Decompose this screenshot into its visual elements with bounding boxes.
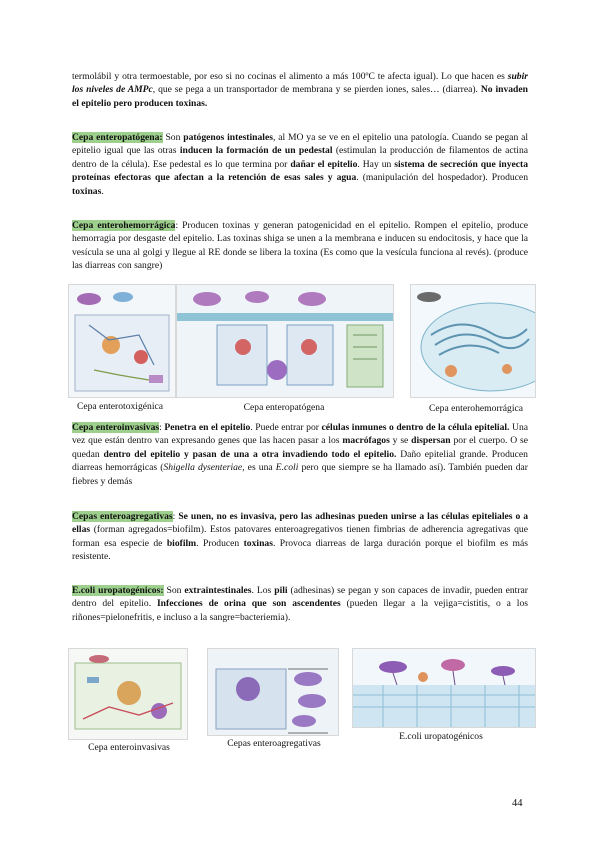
text: . Los bbox=[251, 585, 275, 596]
figure-enteroinvasive bbox=[68, 648, 188, 740]
bold-text: extraintestinales bbox=[184, 585, 252, 596]
figure-caption-uropathogenic: E.coli uropatogénicos bbox=[399, 731, 483, 742]
bold-text: macrófagos bbox=[342, 435, 390, 447]
text: y se bbox=[389, 435, 412, 447]
text: (adhesinas) se pegan y son capaces de invadir, pueden entrar dentro del epitelio. bbox=[72, 585, 528, 610]
section-heading: E.coli uropatogénicos: bbox=[72, 585, 164, 596]
text: . Provoca diarreas de larga duración porque el biofilm es más resistente. bbox=[72, 537, 528, 563]
enteroaggregative-diagram bbox=[208, 649, 338, 735]
text: Una vez que están dentro van expresando genes que las hacen pasar a los bbox=[72, 422, 528, 447]
bold-text: dañar el epitelio bbox=[290, 158, 358, 170]
section-heading: Cepa enterohemorrágica bbox=[72, 220, 176, 231]
page-number: 44 bbox=[512, 798, 523, 809]
figure-caption-enteroinvasive: Cepa enteroinvasivas bbox=[88, 742, 170, 753]
text: termolábil y otra termoestable, por eso si no cocinas el alimento a más 100ºC te afecta igual). Lo que hacen es bbox=[72, 71, 508, 82]
text: Son bbox=[162, 132, 184, 143]
figure-enteropathogenic bbox=[176, 284, 394, 398]
bold-text: No invaden el epitelio pero producen toxinas. bbox=[72, 84, 528, 109]
bold-text: Infecciones de orina que son ascendentes bbox=[156, 598, 341, 610]
section-heading: Cepa enteropatógena: bbox=[72, 132, 163, 143]
text: , que se pega a un transportador de membrana y se pierden iones, sales… (diarrea). bbox=[152, 84, 481, 96]
bold-text: toxinas bbox=[72, 185, 102, 197]
text: : Producen toxinas y generan patogenicidad en el epitelio. Rompen el epitelio, produce hemorragia por desgaste del epitelio. Las toxinas shiga se unen a la membrana e inducen su endocitosis, y hace que la vesícula se una al golgi y llegue al RE donde se libera la toxina (Es como que la vesícula funciona al revés). (produce las diarreas con sangre) bbox=[72, 220, 528, 272]
bold-text: Se unen, no es invasiva, pero las adhesinas pueden unirse a las células epiteliales o a ellas bbox=[72, 511, 528, 536]
figure-caption-enterohemorrhagic: Cepa enterohemorrágica bbox=[428, 403, 524, 414]
enterotoxigenic-diagram bbox=[69, 285, 175, 397]
bold-text: inducen la formación de un pedestal bbox=[179, 145, 333, 157]
figure-uropathogenic bbox=[352, 648, 536, 728]
text: . Hay un bbox=[357, 158, 395, 170]
figure-caption-enteropathogenic: Cepa enteropatógena bbox=[243, 402, 325, 413]
eaec-paragraph bbox=[72, 510, 528, 564]
text: . Puede entrar por bbox=[250, 422, 322, 433]
text: : bbox=[159, 422, 165, 433]
text: por el cuerpo. O se quedan bbox=[72, 435, 529, 460]
bold-text: células inmunes o dentro de la célula epitelial. bbox=[321, 422, 510, 433]
bold-text: dispersan bbox=[411, 435, 451, 447]
enteroinvasive-diagram bbox=[69, 649, 187, 739]
uropathogenic-diagram bbox=[353, 649, 535, 727]
eiec-paragraph bbox=[72, 421, 528, 488]
text: , es una bbox=[242, 462, 276, 474]
section-heading: Cepa enteroinvasivas bbox=[72, 422, 160, 433]
italic-text: Shigella dysenteriae bbox=[163, 462, 243, 474]
intro-paragraph bbox=[72, 70, 528, 110]
text: (forman agregados=biofilm). Estos patovares enteroagregativos tienen fimbrias de adherencia agregativas que forman esa especie de bbox=[72, 524, 528, 549]
text: : bbox=[172, 511, 179, 522]
bold-text: biofilm bbox=[166, 537, 197, 549]
epec-paragraph bbox=[72, 131, 528, 198]
figure-enterotoxigenic bbox=[68, 284, 176, 398]
text: pero que siempre se ha llamado así). También pueden dar fiebres y demás bbox=[72, 462, 528, 487]
bold-text: Penetra en el epitelio bbox=[164, 422, 251, 433]
figure-caption-enterotoxigenic: Cepa enterotoxigénica bbox=[76, 401, 164, 412]
bold-text: toxinas bbox=[243, 537, 273, 549]
bold-text: patógenos intestinales bbox=[183, 132, 273, 143]
text: Son bbox=[163, 585, 185, 596]
figure-caption-enteroaggregative: Cepas enteroagregativas bbox=[227, 738, 321, 749]
upec-paragraph bbox=[72, 584, 528, 624]
bold-text: subir los niveles de AMPc bbox=[72, 71, 528, 96]
bold-text: dentro del epitelio y pasan de una a otra invadiendo todo el epitelio. bbox=[103, 448, 397, 460]
section-heading: Cepas enteroagregativas bbox=[72, 511, 173, 522]
bold-text: sistema de secreción que inyecta proteínas efectoras que afectan a la retención de esas sales y agua bbox=[72, 158, 529, 184]
figure-enterohemorrhagic bbox=[410, 284, 536, 398]
bold-text: pili bbox=[274, 585, 288, 596]
text: (estimulan la producción de filamentos de actina dentro de la célula). Ese pedestal es lo que termina por bbox=[72, 145, 528, 170]
text: . bbox=[101, 185, 104, 197]
text: Daño epitelial grande. Producen diarreas hemorrágicas ( bbox=[72, 448, 528, 474]
text: . (manipulación del hospedador). Producen bbox=[356, 172, 528, 184]
ehec-paragraph bbox=[72, 219, 528, 273]
text: (pueden llegar a la vejiga=cistitis, o a los riñones=pielonefritis, e incluso a la sangre=bacteriemia). bbox=[72, 598, 528, 623]
text: . Producen bbox=[196, 537, 244, 549]
enterohemorrhagic-diagram bbox=[411, 285, 535, 397]
italic-text: E.coli bbox=[275, 462, 299, 474]
figure-enteroaggregative bbox=[207, 648, 339, 736]
text: , al MO ya se ve en el epitelio una patología. Cuando se pegan al epitelio igual que las otras bbox=[72, 132, 529, 157]
enteropathogenic-diagram bbox=[177, 285, 393, 397]
